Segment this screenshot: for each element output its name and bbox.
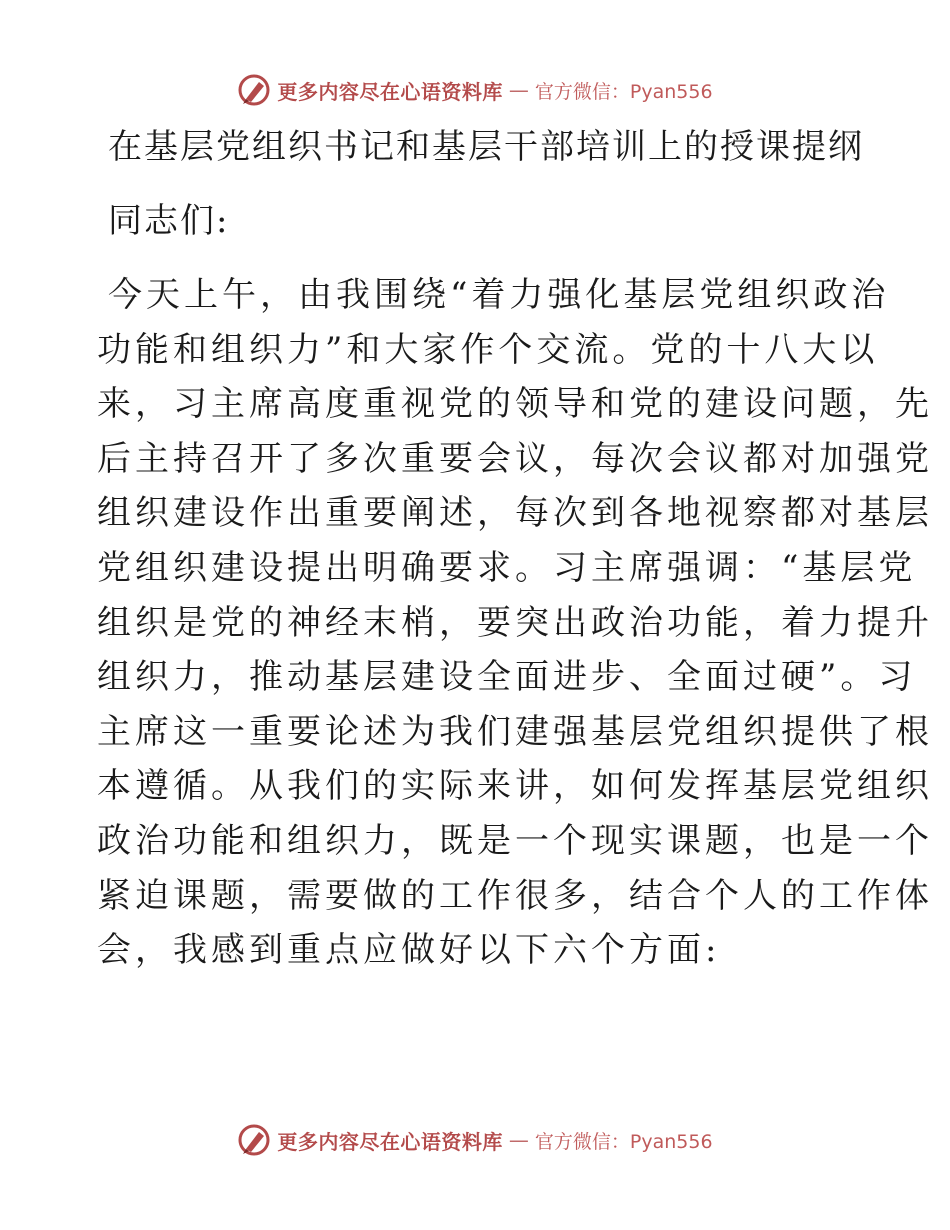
paragraph-line: 党组织建设提出明确要求。习主席强调：“基层党 <box>97 547 917 588</box>
paragraph-line: 本遵循。从我们的实际来讲，如何发挥基层党组织 <box>97 766 933 807</box>
watermark-wechat-text: 官方微信：Pyan556 <box>534 1130 713 1153</box>
paragraph-line: 组织是党的神经末梢，要突出政治功能，着力提升 <box>97 602 933 643</box>
paragraph-line: 组织建设作出重要阐述，每次到各地视察都对基层 <box>97 493 933 534</box>
watermark-brand-text: 更多内容尽在心语资料库 <box>277 1129 503 1154</box>
pen-logo-icon <box>237 73 271 107</box>
paragraph-line: 今天上午，由我围绕“着力强化基层党组织政治 <box>108 275 890 315</box>
page-title: 在基层党组织书记和基层干部培训上的授课提纲 <box>108 127 864 167</box>
watermark-wechat-text: 官方微信：Pyan556 <box>534 80 713 103</box>
pen-logo-icon <box>237 1123 271 1157</box>
paragraph-line: 会，我感到重点应做好以下六个方面: <box>97 930 721 971</box>
watermark-separator: — <box>508 78 529 102</box>
paragraph-line: 来，习主席高度重视党的领导和党的建设问题，先 <box>97 384 933 425</box>
footer-watermark <box>0 1120 950 1160</box>
paragraph-line: 组织力，推动基层建设全面进步、全面过硬”。习 <box>97 657 917 698</box>
watermark-brand-text: 更多内容尽在心语资料库 <box>277 79 503 104</box>
paragraph-line: 紧迫课题，需要做的工作很多，结合个人的工作体 <box>97 875 933 916</box>
body-paragraph <box>97 268 933 978</box>
paragraph-line: 后主持召开了多次重要会议，每次会议都对加强党 <box>97 438 933 479</box>
header-watermark <box>0 70 950 110</box>
salutation: 同志们: <box>108 201 230 241</box>
watermark-separator: — <box>508 1128 529 1152</box>
paragraph-line: 主席这一重要论述为我们建强基层党组织提供了根 <box>97 711 933 752</box>
paragraph-line: 功能和组织力”和大家作个交流。党的十八大以 <box>97 329 879 370</box>
paragraph-line: 政治功能和组织力，既是一个现实课题，也是一个 <box>97 820 933 861</box>
